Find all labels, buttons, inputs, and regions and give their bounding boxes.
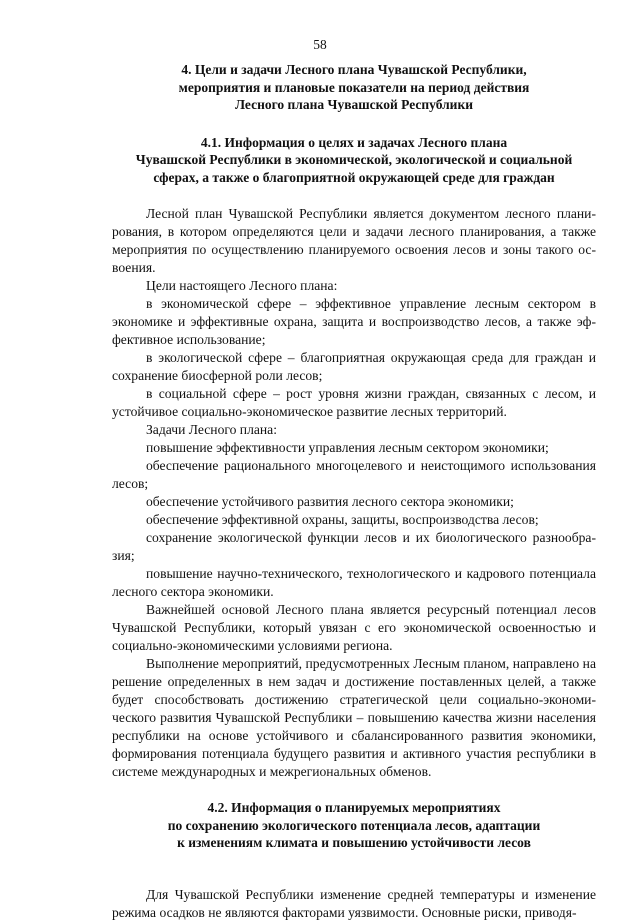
paragraph: повышение эффективности управления лесным сектором экономики; (146, 440, 549, 455)
paragraph: обеспечение эффективной охраны, защиты, воспроизводства лесов; (146, 512, 539, 527)
paragraph: Важнейшей основой Лесного плана является ресурсный потенциал лесов Чувашской Республики, который увязан с его экономической освоенностью и социально-экономическими условиями региона. (112, 602, 596, 653)
subsection-heading-line: по сохранению экологического потенциала лесов, адаптации (167, 817, 541, 833)
section-heading-line: мероприятия и плановые показатели на период действия (178, 79, 530, 95)
section-heading (112, 61, 596, 114)
subsection-heading-line: к изменениям климата и повышению устойчивости лесов (177, 835, 531, 850)
section-heading-line: Лесного плана Чувашской Республики (234, 97, 474, 112)
paragraph: в экономической сфере – эффективное управление лесным сектором в экономике и эффективные охрана, защита и воспроизводство лесов, а также эффективное использование; (112, 296, 596, 347)
paragraph: Цели настоящего Лесного плана: (146, 278, 338, 293)
subsection-heading-line: 4.1. Информация о целях и задачах Лесного плана (200, 134, 508, 150)
paragraph: сохранение экологической функции лесов и их биологического разнообразия; (112, 530, 596, 563)
paragraph: повышение научно-технического, технологического и кадрового потенциала лесного сектора экономики. (112, 566, 596, 599)
subsection-heading-line: сферах, а также о благоприятной окружающей среде для граждан (153, 169, 555, 185)
paragraph: Для Чувашской Республики изменение средней температуры и изменение режима осадков не являются факторами уязвимости. Основные риски, приводя- (112, 886, 596, 920)
paragraph: Выполнение мероприятий, предусмотренных Лесным планом, направлено на решение определенных в нем задач и достижение поставленных целей, а также будет способствовать достижению стратегической цели социально-экономического развития Чувашской Республики – повышению качества жизни населения республики на основе устойчивого и сбалансированного развития экономики, формирования потенциала будущего развития и активного участия республики в системе международных и межрегиональных обменов. (112, 656, 596, 779)
subsection-2-heading (112, 799, 596, 852)
paragraph: Задачи Лесного плана: (146, 422, 277, 437)
section-heading-line: 4. Цели и задачи Лесного плана Чувашской Республики, (181, 62, 527, 77)
subsection-1-heading (112, 134, 596, 187)
paragraph: в социальной сфере – рост уровня жизни граждан, связанных с лесом, и устойчивое социально-экономическое развитие лесных территорий. (112, 386, 596, 419)
document-body (112, 58, 596, 922)
subsection-heading-line: 4.2. Информация о планируемых мероприятиях (207, 800, 501, 815)
page-number: 58 (313, 37, 327, 52)
paragraph: Лесной план Чувашской Республики является документом лесного планирования, в котором определяются цели и задачи лесного планирования, а также мероприятия по осуществлению планируемого освоения лесов и зоны такого освоения. (112, 206, 596, 275)
paragraph: обеспечение устойчивого развития лесного сектора экономики; (146, 494, 514, 509)
paragraph: в экологической сфере – благоприятная окружающая среда для граждан и сохранение биосферной роли лесов; (112, 350, 596, 383)
subsection-heading-line: Чувашской Республики в экономической, экологической и социальной (135, 152, 573, 167)
paragraph: обеспечение рационального многоцелевого и неистощимого использования лесов; (112, 458, 596, 491)
